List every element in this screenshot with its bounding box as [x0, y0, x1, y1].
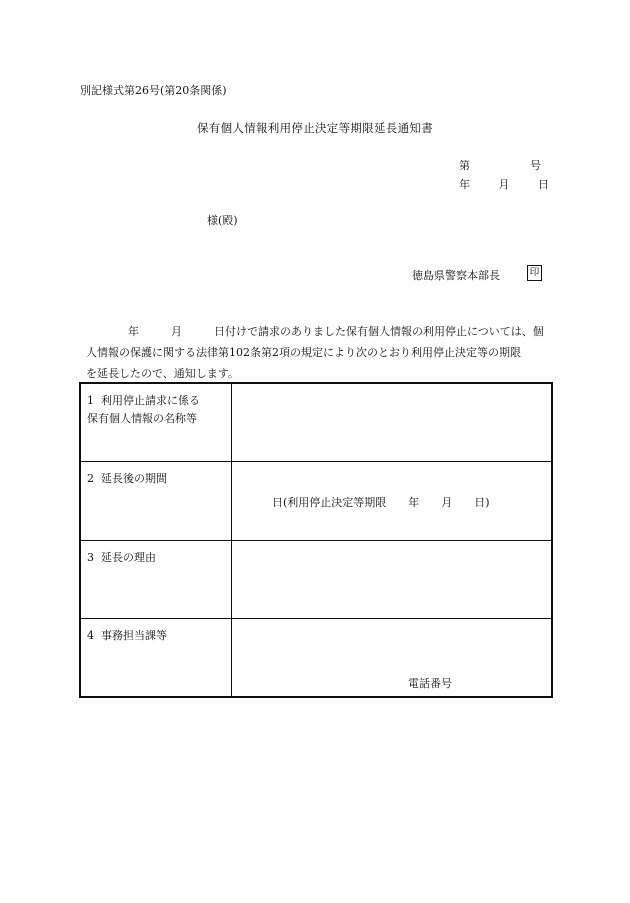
row-number: 2	[87, 472, 94, 485]
period-month: 月	[441, 496, 453, 509]
issue-date-year: 年	[459, 178, 470, 191]
table-row	[80, 619, 552, 698]
issue-date-day: 日	[538, 178, 549, 191]
row-number: 4	[87, 629, 94, 642]
extension-details-table	[79, 382, 553, 698]
period-text	[272, 494, 490, 510]
row-label-line: 延長後の期間	[101, 472, 167, 485]
issue-date-month: 月	[498, 178, 510, 191]
row-label-extension-reason	[80, 540, 232, 619]
table-row	[80, 540, 552, 619]
row-label-line: 延長の理由	[101, 550, 156, 564]
seal-text: 印	[529, 267, 540, 279]
row-number: 1	[87, 394, 94, 407]
document-number-suffix: 号	[530, 159, 541, 172]
table-row	[80, 383, 552, 462]
table-row	[80, 462, 552, 541]
body-line-3: を延長したので、通知します。	[86, 367, 239, 380]
body-year: 年	[128, 325, 139, 338]
body-month: 月	[171, 325, 182, 338]
row-label-contact-section	[80, 619, 232, 698]
addressee-honorific: 様(殿)	[207, 214, 238, 227]
document-number-prefix: 第	[459, 159, 470, 172]
issue-date	[459, 176, 549, 192]
sender-name: 徳島県警察本部長	[412, 269, 500, 282]
period-prefix: 日(利用停止決定等期限	[272, 496, 387, 509]
body-line-1	[80, 321, 552, 342]
row-label-extended-period	[80, 462, 232, 541]
body-line-2: 人情報の保護に関する法律第102条第2項の規定により次のとおり利用停止決定等の期限	[86, 346, 521, 359]
phone-number-label: 電話番号	[408, 677, 452, 690]
row-label-line: 利用停止請求に係る	[101, 394, 200, 407]
extension-reason-field[interactable]	[232, 540, 553, 619]
row-label-line: 事務担当課等	[101, 629, 167, 642]
body-line-1-text: 日付けで請求のありました保有個人情報の利用停止については、個	[214, 325, 544, 338]
form-number-label: 別記様式第26号(第20条関係)	[80, 84, 227, 97]
seal-box	[527, 265, 542, 281]
row-label-line: 保有個人情報の名称等	[87, 412, 197, 425]
period-year: 年	[408, 496, 420, 509]
notice-body	[80, 321, 552, 384]
row-number: 3	[87, 550, 94, 564]
target-info-field[interactable]	[232, 383, 553, 462]
period-day: 日)	[474, 496, 490, 509]
document-title: 保有個人情報利用停止決定等期限延長通知書	[197, 121, 433, 135]
row-label-target-info	[80, 383, 232, 462]
extended-period-field[interactable]	[232, 462, 553, 541]
contact-section-field[interactable]	[232, 619, 553, 698]
